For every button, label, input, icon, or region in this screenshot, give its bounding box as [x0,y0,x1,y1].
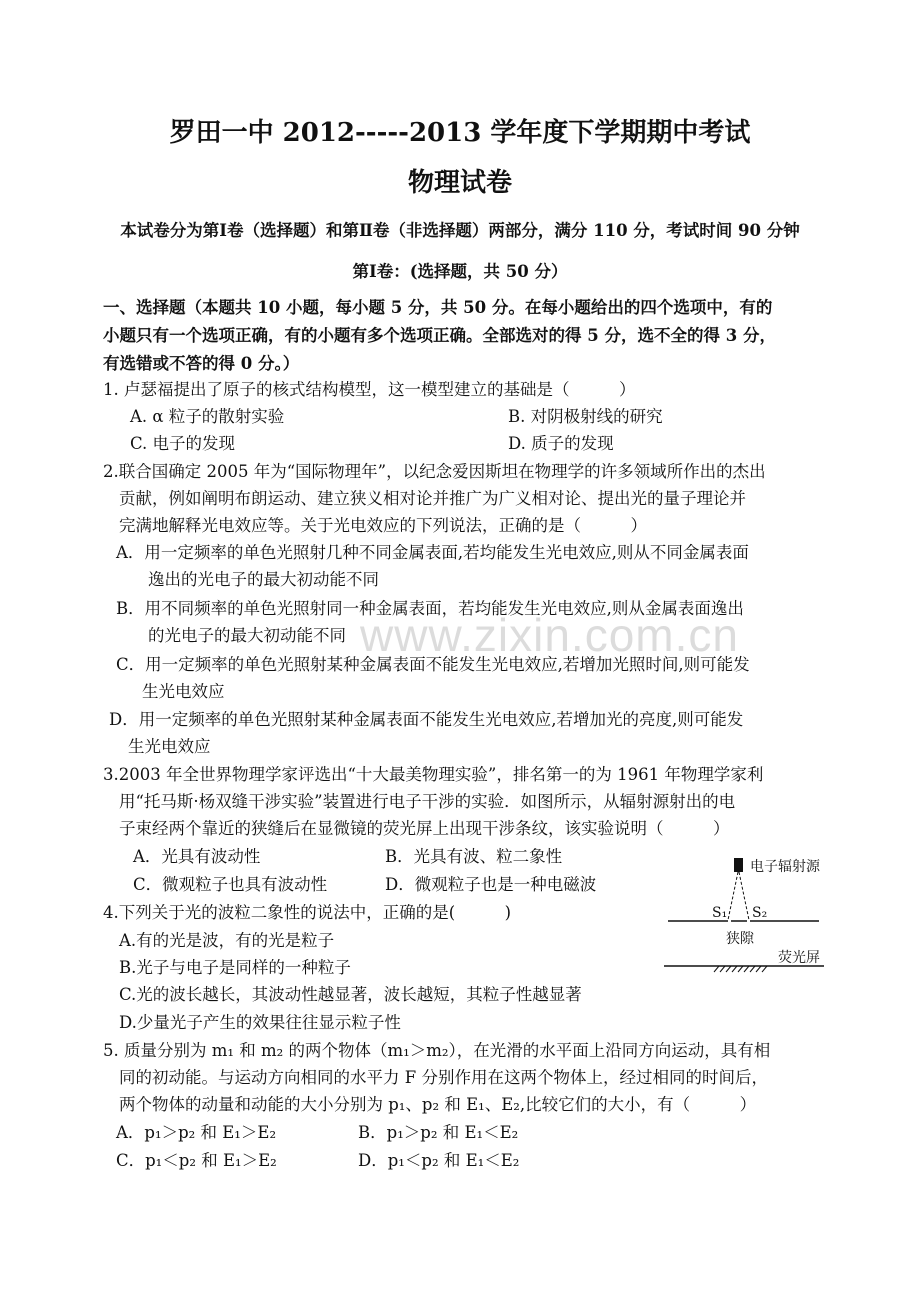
q1-stem: 1. 卢瑟福提出了原子的核式结构模型，这一模型建立的基础是（ ） [103,380,636,399]
q3-option-a: A．光具有波动性 [133,847,261,866]
q2-option-b-line-2: 的光电子的最大初动能不同 [148,626,346,645]
s1-label: S₁ [712,905,728,921]
watermark: www.zixin.com.cn [360,609,739,661]
q4-option-d: D.少量光子产生的效果往往显示粒子性 [119,1013,401,1032]
q5-stem-line-1: 5. 质量分别为 m₁ 和 m₂ 的两个物体（m₁＞m₂），在光滑的水平面上沿同方向运动，具有相 [103,1041,771,1060]
q1-option-d: D. 质子的发现 [508,434,614,453]
q3-option-b: B．光具有波、粒二象性 [385,847,563,866]
double-slit-figure [664,850,829,985]
q4-option-c: C.光的波长越长，其波动性越显著，波长越短，其粒子性越显著 [119,985,582,1004]
source-label: 电子辐射源 [750,859,820,875]
section-instructions-line-1: 一、选择题（本题共 10 小题，每小题 5 分，共 50 分。在每小题给出的四个选项中，有的 [103,298,773,317]
q1-option-c: C. 电子的发现 [130,434,236,453]
q2-option-d-line-2: 生光电效应 [128,737,211,756]
q2-option-d-line-1: D．用一定频率的单色光照射某种金属表面不能发生光电效应,若增加光的亮度,则可能发 [109,710,744,729]
q3-stem-line-2: 用“托马斯·杨双缝干涉实验”装置进行电子干涉的实验．如图所示，从辐射源射出的电 [119,792,736,811]
q5-option-c: C．p₁＜p₂ 和 E₁＞E₂ [116,1151,277,1170]
q5-option-b: B．p₁＞p₂ 和 E₁＜E₂ [358,1123,519,1142]
q5-stem-line-2: 同的初动能。与运动方向相同的水平力 F 分别作用在这两个物体上，经过相同的时间后， [119,1068,768,1087]
q2-option-a-line-1: A．用一定频率的单色光照射几种不同金属表面,若均能发生光电效应,则从不同金属表面 [116,543,749,562]
q2-stem-line-3: 完满地解释光电效应等。关于光电效应的下列说法，正确的是（ ） [119,516,647,535]
q2-option-c-line-2: 生光电效应 [142,682,225,701]
radiation-source-block [734,858,743,872]
part-heading: 第Ⅰ卷：(选择题，共 50 分） [352,262,568,281]
section-instructions-line-2: 小题只有一个选项正确，有的小题有多个选项正确。全部选对的得 5 分，选不全的得 3 分， [103,326,776,345]
exam-title: 罗田一中 2012-----2013 学年度下学期期中考试 [169,118,751,148]
q4-stem: 4.下列关于光的波粒二象性的说法中，正确的是( ) [103,903,512,922]
beam-left-line [728,872,738,920]
q5-stem-line-3: 两个物体的动量和动能的大小分别为 p₁、p₂ 和 E₁、E₂,比较它们的大小，有（ ） [119,1095,757,1114]
q2-option-a-line-2: 逸出的光电子的最大初动能不同 [148,570,379,589]
q2-stem-line-1: 2.联合国确定 2005 年为“国际物理年”，以纪念爱因斯坦在物理学的许多领域所作出的杰出 [103,462,766,481]
q1-option-b: B. 对阴极射线的研究 [508,407,663,426]
q2-option-c-line-1: C．用一定频率的单色光照射某种金属表面不能发生光电效应,若增加光照时间,则可能发 [116,655,750,674]
exam-notice: 本试卷分为第Ⅰ卷（选择题）和第Ⅱ卷（非选择题）两部分，满分 110 分，考试时间 90 分钟 [120,221,800,240]
q4-option-b: B.光子与电子是同样的一种粒子 [119,958,351,977]
s2-label: S₂ [752,905,768,921]
q5-option-a: A．p₁＞p₂ 和 E₁＞E₂ [116,1123,277,1142]
exam-subtitle: 物理试卷 [407,168,512,198]
q3-stem-line-3: 子束经两个靠近的狭缝后在显微镜的荧光屏上出现干涉条纹，该实验说明（ ） [119,819,730,838]
beam-right-line [739,872,749,920]
q3-stem-line-1: 3.2003 年全世界物理学家评选出“十大最美物理实验”，排名第一的为 1961 年物理学家利 [103,765,764,784]
q1-option-a: A. α 粒子的散射实验 [130,407,285,426]
section-instructions-line-3: 有选错或不答的得 0 分。） [103,354,300,373]
q3-option-c: C．微观粒子也具有波动性 [133,875,328,894]
screen-label: 荧光屏 [778,950,820,966]
q2-option-b-line-1: B．用不同频率的单色光照射同一种金属表面，若均能发生光电效应,则从金属表面逸出 [116,599,744,618]
slit-label: 狭隙 [726,931,754,947]
screen-hatching [714,966,767,972]
q3-option-d: D．微观粒子也是一种电磁波 [385,875,597,894]
q5-option-d: D．p₁＜p₂ 和 E₁＜E₂ [358,1151,520,1170]
q2-stem-line-2: 贡献，例如阐明布朗运动、建立狭义相对论并推广为广义相对论、提出光的量子理论并 [119,489,746,508]
q4-option-a: A.有的光是波，有的光是粒子 [119,931,335,950]
